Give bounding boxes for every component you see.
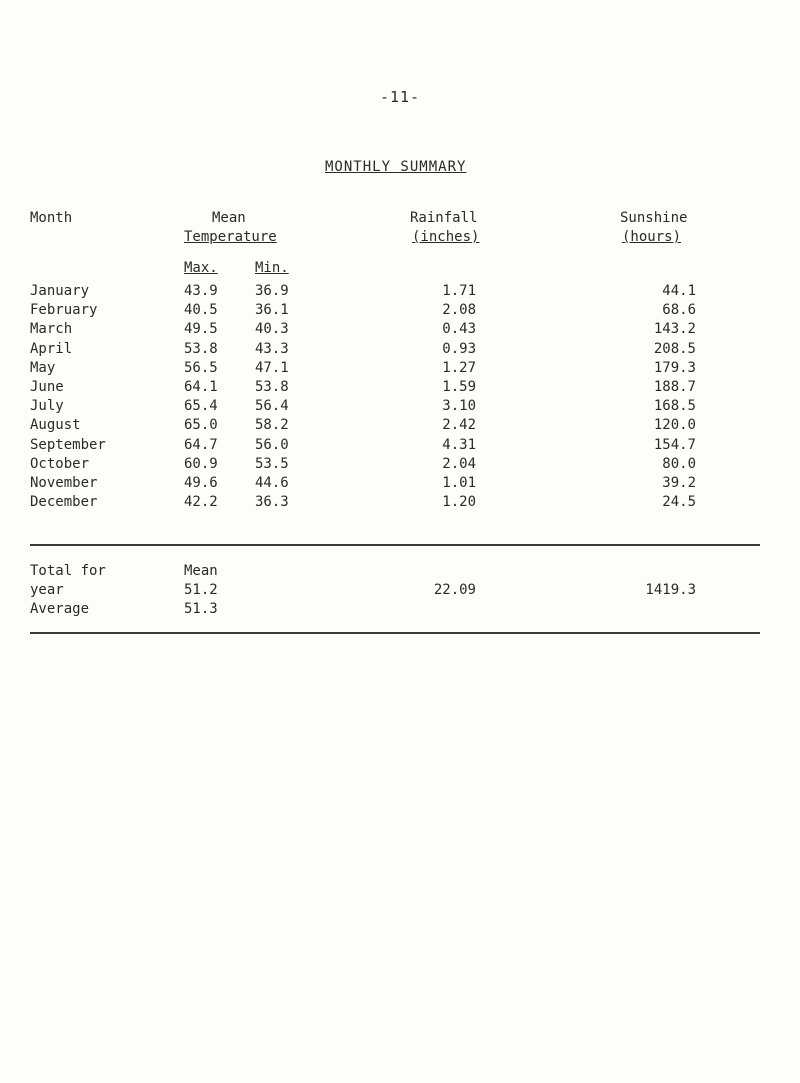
header-mean: Mean <box>212 210 246 226</box>
header-month: Month <box>30 210 73 226</box>
cell-sun: 143.2 <box>653 321 696 338</box>
cell-max: 49.6 <box>184 475 218 491</box>
cell-sun: 188.7 <box>653 379 696 395</box>
cell-sun: 80.0 <box>662 455 696 472</box>
header-hours: (hours) <box>622 229 682 245</box>
totals-label-year: year <box>30 582 64 598</box>
cell-min: 47.1 <box>255 359 289 376</box>
cell-max: 60.9 <box>184 455 218 472</box>
cell-month: December <box>30 494 98 511</box>
header-inches: (inches) <box>412 229 480 245</box>
cell-max: 53.8 <box>184 340 218 357</box>
cell-rain: 4.31 <box>442 436 476 453</box>
totals-average-temp: 51.3 <box>184 601 218 617</box>
cell-sun: 44.1 <box>662 283 696 299</box>
cell-rain: 1.20 <box>442 494 476 511</box>
cell-min: 36.1 <box>255 302 289 319</box>
cell-sun: 120.0 <box>653 417 696 434</box>
header-max: Max. <box>184 260 218 276</box>
totals-sunshine: 1419.3 <box>645 582 696 598</box>
cell-month: October <box>30 455 90 472</box>
cell-month: November <box>30 475 98 491</box>
cell-month: February <box>30 302 98 319</box>
cell-sun: 24.5 <box>662 494 696 511</box>
cell-sun: 179.3 <box>653 359 696 376</box>
cell-rain: 1.27 <box>442 359 476 376</box>
cell-min: 53.8 <box>255 379 289 395</box>
cell-max: 64.7 <box>184 436 218 453</box>
cell-min: 44.6 <box>255 475 289 491</box>
cell-max: 42.2 <box>184 494 218 511</box>
header-min: Min. <box>255 260 289 276</box>
cell-max: 56.5 <box>184 359 218 376</box>
cell-rain: 1.01 <box>442 475 476 491</box>
cell-rain: 0.43 <box>442 321 476 338</box>
cell-month: January <box>30 283 90 299</box>
cell-rain: 2.04 <box>442 455 476 472</box>
cell-sun: 154.7 <box>653 436 696 453</box>
cell-rain: 2.08 <box>442 302 476 319</box>
cell-min: 58.2 <box>255 417 289 434</box>
cell-rain: 1.71 <box>442 283 476 299</box>
totals-mean-label: Mean <box>184 563 218 579</box>
cell-month: March <box>30 321 73 338</box>
cell-min: 53.5 <box>255 455 289 472</box>
cell-min: 36.3 <box>255 494 289 511</box>
totals-label-total-for: Total for <box>30 563 106 579</box>
totals-rainfall: 22.09 <box>433 582 476 598</box>
header-temperature: Temperature <box>184 229 277 245</box>
cell-max: 49.5 <box>184 321 218 338</box>
bottom-rule <box>30 632 760 634</box>
cell-sun: 68.6 <box>662 302 696 319</box>
cell-min: 40.3 <box>255 321 289 338</box>
cell-month: August <box>30 417 81 434</box>
page-number: -11- <box>379 88 421 106</box>
header-sunshine: Sunshine <box>620 210 688 226</box>
cell-rain: 3.10 <box>442 398 476 415</box>
cell-rain: 1.59 <box>442 379 476 395</box>
cell-max: 65.0 <box>184 417 218 434</box>
cell-min: 56.4 <box>255 398 289 415</box>
cell-max: 64.1 <box>184 379 218 395</box>
cell-sun: 168.5 <box>653 398 696 415</box>
cell-min: 43.3 <box>255 340 289 357</box>
divider-rule <box>30 544 760 546</box>
totals-year-temp: 51.2 <box>184 582 218 598</box>
cell-month: April <box>30 340 73 357</box>
cell-rain: 2.42 <box>442 417 476 434</box>
cell-sun: 208.5 <box>653 340 696 357</box>
header-rainfall: Rainfall <box>410 210 478 226</box>
cell-min: 56.0 <box>255 436 289 453</box>
cell-month: September <box>30 436 106 453</box>
cell-rain: 0.93 <box>442 340 476 357</box>
page-title: MONTHLY SUMMARY <box>325 159 467 175</box>
cell-min: 36.9 <box>255 283 289 299</box>
cell-max: 40.5 <box>184 302 218 319</box>
totals-label-average: Average <box>30 601 90 617</box>
cell-month: May <box>30 359 56 376</box>
cell-sun: 39.2 <box>662 475 696 491</box>
cell-month: July <box>30 398 64 415</box>
cell-max: 43.9 <box>184 283 218 299</box>
cell-month: June <box>30 379 64 395</box>
cell-max: 65.4 <box>184 398 218 415</box>
